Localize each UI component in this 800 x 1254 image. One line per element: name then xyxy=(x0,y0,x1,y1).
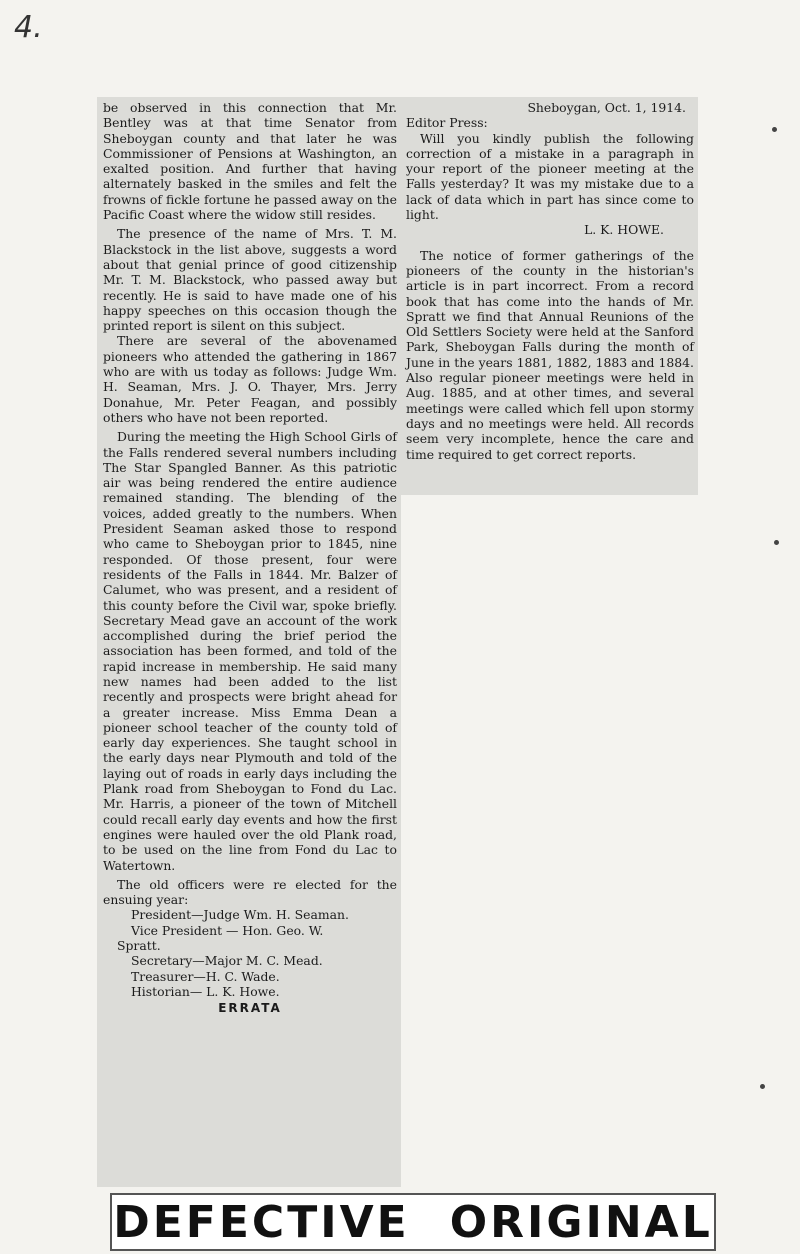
paragraph: be observed in this connection that Mr. Bentley was at that time Senator from Sheboygan county and that later he was Commissioner of Pensions at Washington, an exalted position. And further that having alternately basked in the smiles and felt the frowns of fickle fortune he passed away on the Pacific Coast where the widow still resides. xyxy=(103,100,397,223)
margin-mark-top-right xyxy=(772,127,777,132)
signature: L. K. HOWE. xyxy=(584,222,664,238)
paragraph: The presence of the name of Mrs. T. M. Blackstock in the list above, suggests a word about that genial prince of good citizenship Mr. T. M. Blackstock, who passed away but recently. He is said to have made one of his happy speeches on this occasion though the printed report is silent on this subject. xyxy=(103,226,397,334)
margin-mark-lower-right xyxy=(760,1084,765,1089)
officer-line: President—Judge Wm. H. Seaman. xyxy=(131,907,349,923)
officer-line: Vice President — Hon. Geo. W. xyxy=(131,922,324,938)
right-column-clipping xyxy=(400,97,698,495)
page-number: 4. xyxy=(14,10,43,45)
defective-original-stamp xyxy=(110,1193,716,1251)
errata-heading: ERRATA xyxy=(218,1001,282,1016)
left-column-clipping xyxy=(97,97,401,1187)
paragraph: There are several of the abovenamed pioneers who attended the gathering in 1867 who are with us today as follows: Judge Wm. H. Seaman, Mrs. J. O. Thayer, Mrs. Jerry Donahue, Mr. Peter Feagan, and possibly others who have not been reported. xyxy=(103,333,397,425)
letter-body: Will you kindly publish the following correction of a mistake in a paragraph in your report of the pioneer meeting at the Falls yesterday? It was my mistake due to a lack of data which in part has since come to light. xyxy=(406,130,694,223)
stamp-word-defective: DEFECTIVE xyxy=(113,1196,410,1248)
notice-paragraph: The notice of former gatherings of the pioneers of the county in the historian's article is in part incorrect. From a record book that has come into the hands of Mr. Spratt we find that Annual Reunions of the Old Settlers Society were held at the Sanford Park, Sheboygan Falls during the month of June in the years 1881, 1882, 1883 and 1884. Also regular pioneer meetings were held in Aug. 1885, and at other times, and several meetings were called which fell upon stormy days and no meetings were held. All records seem very incomplete, hence the care and time required to get correct reports. xyxy=(406,247,694,462)
dateline: Sheboygan, Oct. 1, 1914. xyxy=(527,100,686,115)
salutation: Editor Press: xyxy=(406,115,488,131)
officer-line: Secretary—Major M. C. Mead. xyxy=(131,953,323,969)
officer-line: Spratt. xyxy=(117,938,161,954)
paragraph: During the meeting the High School Girls of the Falls rendered several numbers including The Star Spangled Banner. As this patriotic air was being rendered the entire audience remained standing. The blending of the voices, added greatly to the numbers. When President Seaman asked those to respond who came to Sheboygan prior to 1845, nine responded. Of those present, four were residents of the Falls in 1844. Mr. Balzer of Calumet, who was present, and a resident of this county before the Civil war, spoke briefly. Secretary Mead gave an account of the work accomplished during the brief period the association has been formed, and told of the rapid increase in membership. He said many new names had been added to the list recently and prospects were bright ahead for a greater increase. Miss Emma Dean a pioneer school teacher of the county told of early day experiences. She taught school in the early days near Plymouth and told of the laying out of roads in early days including the Plank road from Sheboygan to Fond du Lac. Mr. Harris, a pioneer of the town of Mitchell could recall early day events and how the first engines were hauled over the old Plank road, to be used on the line from Fond du Lac to Watertown. xyxy=(103,429,397,873)
margin-mark-right xyxy=(774,540,779,545)
officer-line: Historian— L. K. Howe. xyxy=(131,983,280,999)
stamp-word-original: ORIGINAL xyxy=(449,1196,713,1248)
officer-line: Treasurer—H. C. Wade. xyxy=(131,968,280,984)
paragraph: The old officers were re elected for the ensuing year: xyxy=(103,876,397,908)
